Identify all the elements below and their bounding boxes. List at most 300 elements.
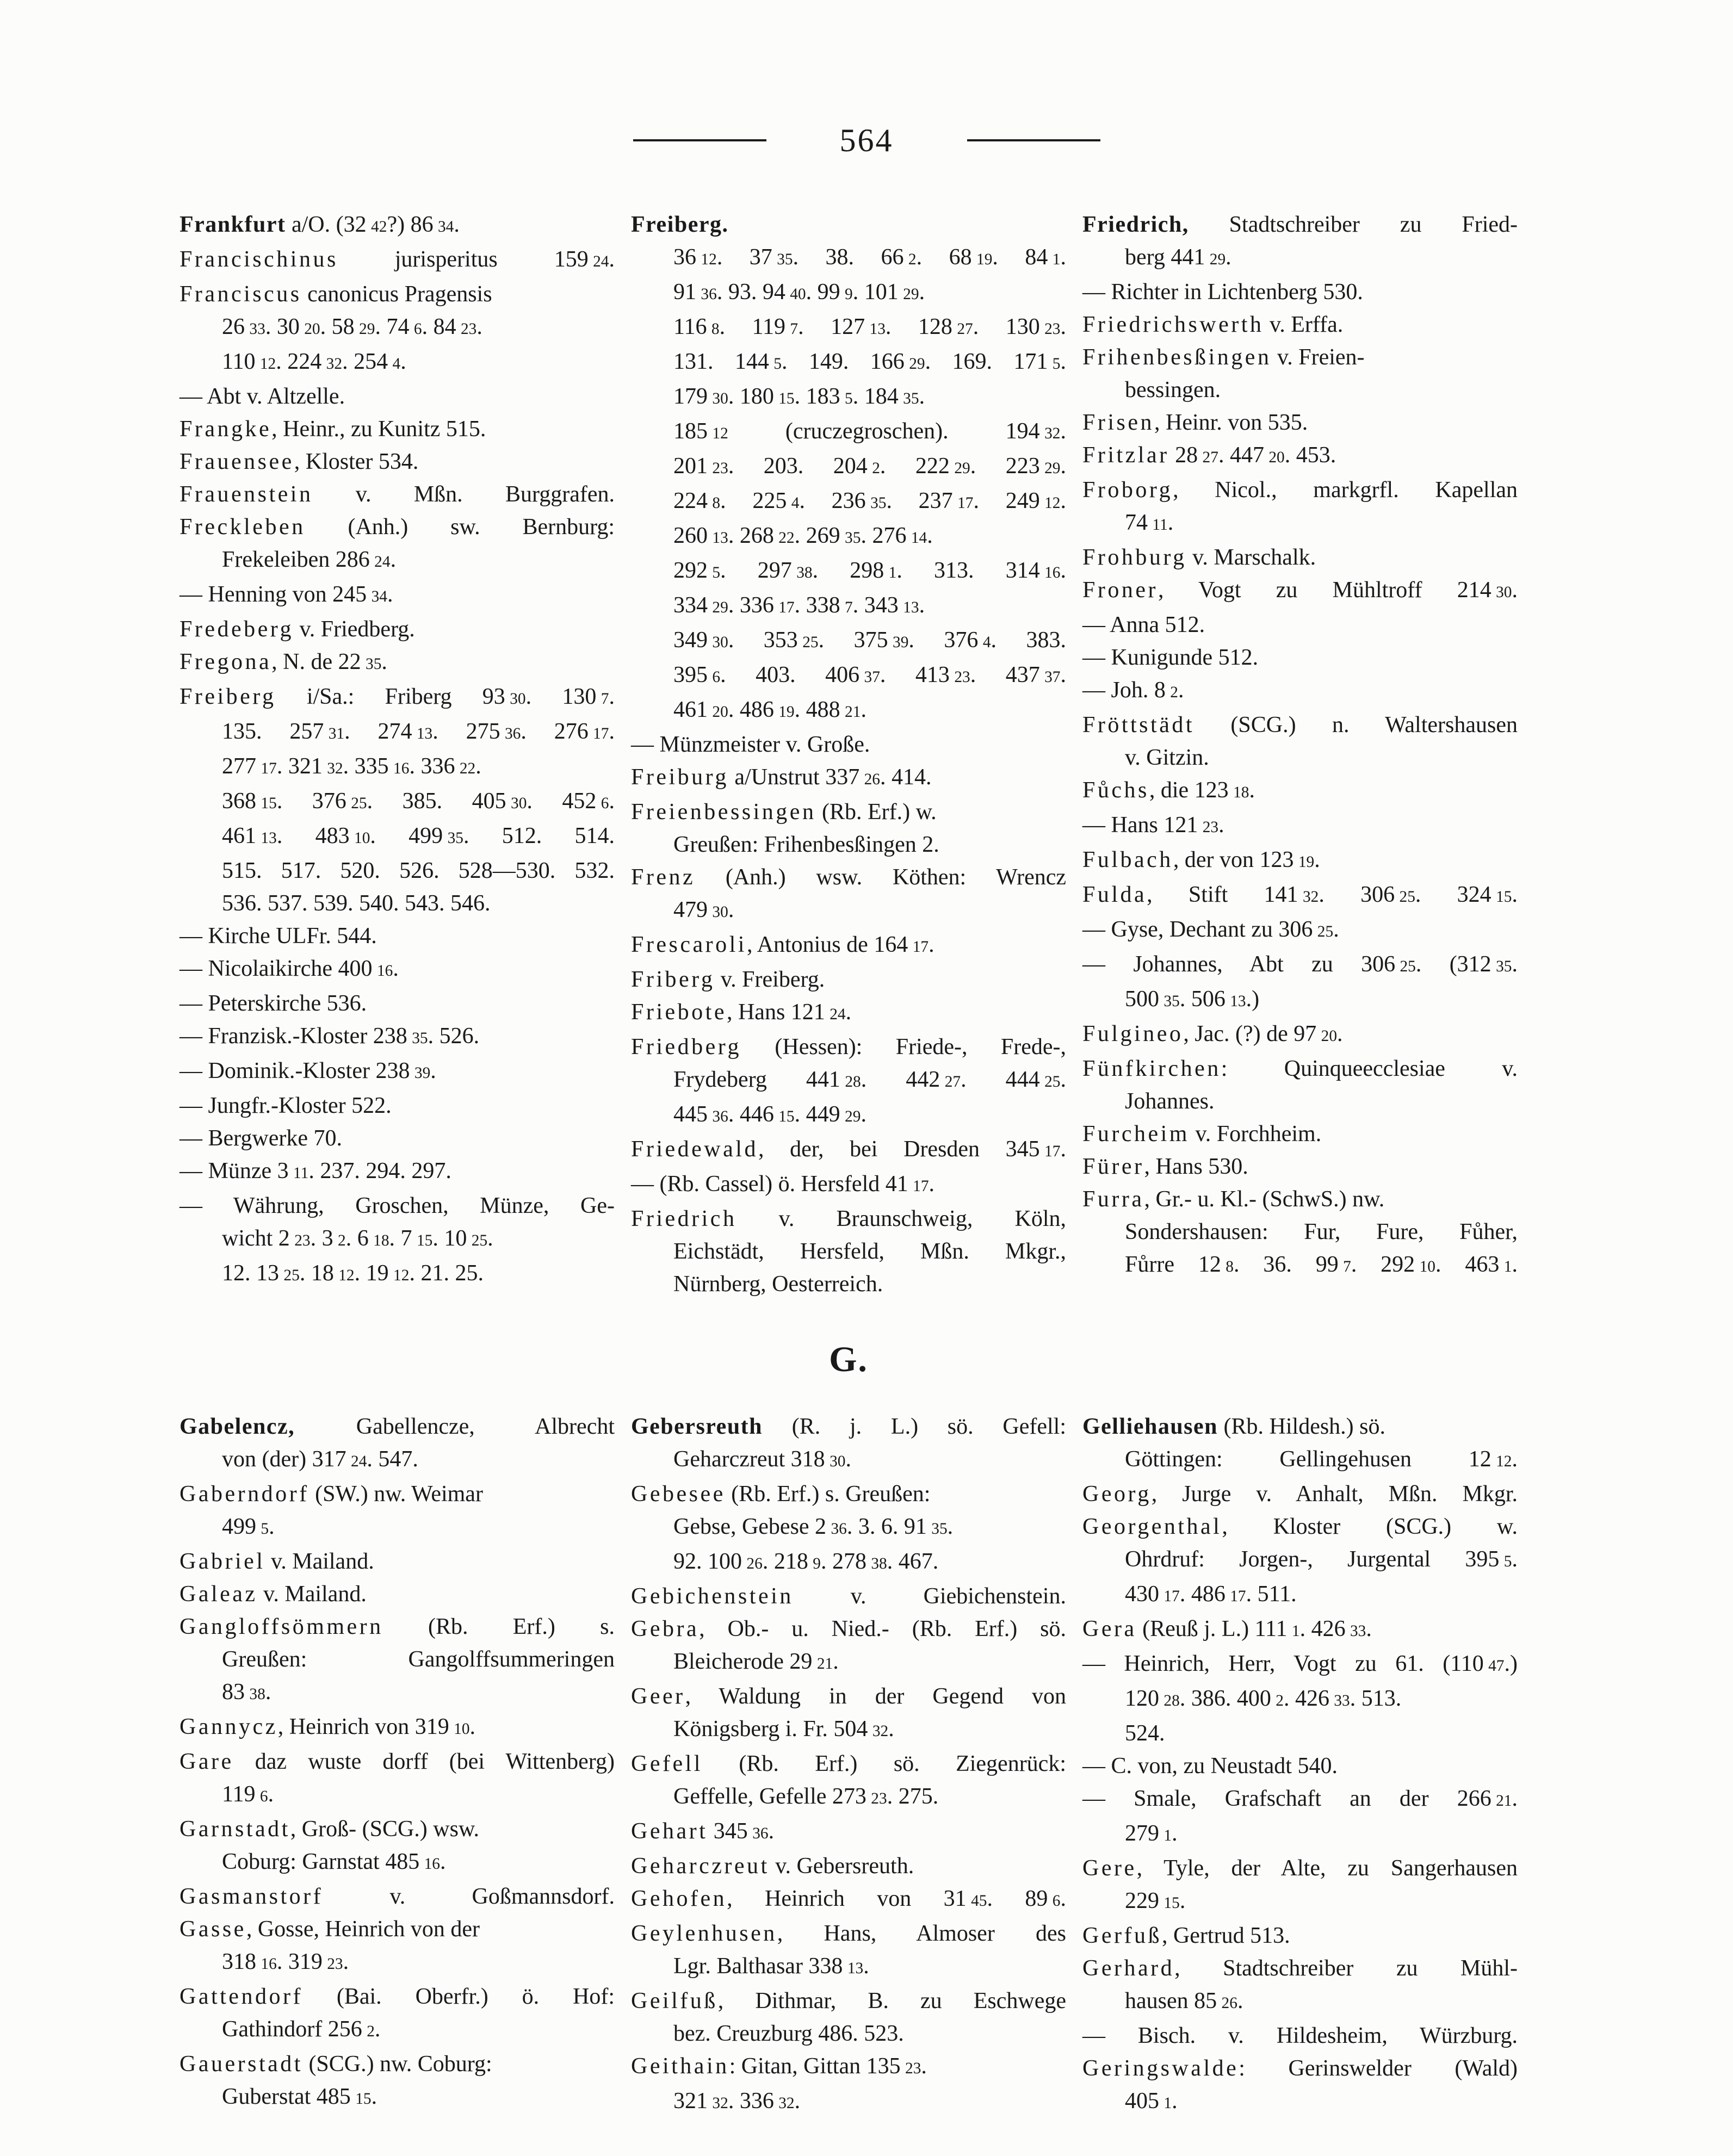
line-number-small: 10 — [1419, 1258, 1435, 1275]
line-number-small: 13 — [903, 599, 919, 616]
line-number-small: 9 — [845, 286, 853, 303]
entry-line: bessingen. — [1125, 377, 1221, 402]
entry-line: Freiberg i/Sa.: Friberg 93 30. 130 7. — [180, 684, 615, 709]
entry-headword: Georg — [1082, 1482, 1152, 1507]
entry-headword: — — [180, 1158, 202, 1184]
entry-line: Gannycz, Heinrich von 319 10. — [180, 1714, 476, 1739]
entry-headword: Friedberg — [631, 1034, 742, 1060]
line-number-small: 37 — [864, 668, 880, 686]
index-entry — [1082, 1613, 1518, 1647]
index-entry — [180, 1055, 615, 1089]
line-number-small: 19 — [778, 703, 795, 721]
index-entry — [1082, 1183, 1518, 1283]
entry-line: 479 30. — [673, 897, 734, 922]
entry-line: Furcheim v. Forchheim. — [1082, 1122, 1322, 1147]
entry-headword: — — [1082, 917, 1105, 942]
entry-line: — Bisch. v. Hildesheim, Würzburg. — [1082, 2023, 1518, 2048]
line-number-small: 17 — [593, 725, 609, 742]
line-number-small: 32 — [1302, 888, 1319, 906]
line-number-small: 17 — [912, 938, 929, 956]
entry-line: Frisen, Heinr. von 535. — [1082, 410, 1308, 435]
entry-line: Freckleben (Anh.) sw. Bernburg: — [180, 515, 615, 540]
index-entry — [631, 1478, 1066, 1580]
line-number-small: 24 — [830, 1006, 846, 1023]
entry-line: — Richter in Lichtenberg 530. — [1082, 280, 1363, 305]
entry-headword: Gare — [180, 1749, 234, 1774]
header-rule-right — [967, 139, 1100, 141]
entry-line: Gattendorf (Bai. Oberfr.) ö. Hof: — [180, 1984, 615, 2009]
section-g — [180, 1340, 1518, 2120]
entry-headword: Gattendorf — [180, 1984, 303, 2009]
entry-headword: Freienbessingen — [631, 800, 816, 825]
index-entry — [180, 920, 615, 952]
entry-line: Geharczreut v. Gebersreuth. — [631, 1854, 914, 1879]
entry-line: 405 1. — [1125, 2089, 1178, 2114]
page-number: 564 — [839, 122, 894, 158]
line-number-small: 8 — [712, 494, 721, 512]
line-number-small: 39 — [414, 1064, 431, 1082]
entry-line: wicht 2 23. 3 2. 6 18. 7 15. 10 25. — [222, 1226, 493, 1251]
entry-line: — Johannes, Abt zu 306 25. (312 35. — [1082, 952, 1518, 977]
line-number-small: 17 — [1230, 1588, 1246, 1605]
entry-headword: Geharczreut — [631, 1854, 770, 1879]
entry-line: Gefell (Rb. Erf.) sö. Ziegenrück: — [631, 1751, 1066, 1776]
line-number-small: 45 — [971, 1892, 987, 1910]
entry-headword: Gabelencz, — [180, 1414, 295, 1439]
entry-headword: Gebra — [631, 1616, 700, 1641]
line-number-small: 26 — [746, 1555, 763, 1572]
index-entry — [1082, 276, 1518, 308]
line-number-small: 29 — [359, 320, 375, 338]
line-number-small: 1 — [1163, 1827, 1172, 1844]
entry-line: Gabriel v. Mailand. — [180, 1549, 374, 1574]
line-number-small: 23 — [1202, 819, 1219, 836]
entry-line: — Gyse, Dechant zu 306 25. — [1082, 917, 1339, 942]
index-entry — [631, 1748, 1066, 1815]
index-entry — [631, 1580, 1066, 1613]
line-number-small: 25 — [1400, 958, 1416, 975]
entry-headword: Furra — [1082, 1187, 1144, 1212]
line-number-small: 28 — [1163, 1692, 1180, 1709]
entry-line: 260 13. 268 22. 269 35. 276 14. — [673, 523, 933, 548]
line-number-small: 35 — [366, 655, 382, 673]
index-entry — [631, 1815, 1066, 1850]
entry-line: hausen 85 26. — [1125, 1988, 1243, 2013]
entry-line: 292 5. 297 38. 298 1. 313. 314 16. — [673, 558, 1066, 583]
entry-line: Gebse, Gebese 2 36. 3. 6. 91 35. — [673, 1514, 954, 1539]
entry-line: — Kunigunde 512. — [1082, 645, 1259, 670]
entry-line: Friberg v. Freiberg. — [631, 967, 825, 992]
entry-line: Friedewald, der, bei Dresden 345 17. — [631, 1137, 1066, 1162]
entry-line: 461 13. 483 10. 499 35. 512. 514. — [222, 823, 615, 848]
entry-line: Fritzlar 28 27. 447 20. 453. — [1082, 443, 1336, 468]
entry-line: Gasmanstorf v. Goßmannsdorf. — [180, 1884, 615, 1909]
line-number-small: 28 — [845, 1073, 861, 1091]
line-number-small: 25 — [351, 795, 367, 812]
line-number-small: 25 — [283, 1267, 300, 1284]
entry-line: Fünfkirchen: Quinqueecclesiae v. — [1082, 1056, 1518, 1081]
line-number-small: 20 — [712, 703, 728, 721]
column-row — [180, 208, 1518, 1300]
entry-headword: — — [1082, 813, 1105, 838]
line-number-small: 13 — [847, 1960, 864, 1977]
entry-line: Geithain: Gitan, Gittan 135 23. — [631, 2054, 927, 2079]
entry-line: 445 36. 446 15. 449 29. — [673, 1102, 866, 1127]
entry-line: 185 12 (cruczegroschen). 194 32. — [673, 419, 1066, 444]
line-number-small: 32 — [1044, 425, 1061, 442]
line-number-small: 35 — [931, 1520, 948, 1538]
line-number-small: 38 — [249, 1686, 265, 1703]
line-number-small: 38 — [796, 564, 813, 581]
entry-headword: Garnstadt — [180, 1817, 290, 1842]
index-entry — [180, 1813, 615, 1880]
entry-headword: Geithain — [631, 2054, 729, 2079]
line-number-small: 36 — [752, 1825, 769, 1842]
line-number-small: 31 — [328, 725, 345, 742]
entry-headword: — — [1082, 612, 1105, 637]
index-entry — [631, 1410, 1066, 1478]
entry-headword: Frangke — [180, 417, 272, 442]
line-number-small: 24 — [374, 553, 391, 571]
index-entry — [180, 413, 615, 445]
entry-headword: Fůchs — [1082, 778, 1149, 803]
line-number-small: 29 — [903, 286, 919, 303]
line-number-small: 30 — [511, 795, 527, 812]
entry-line: Gebichenstein v. Giebichenstein. — [631, 1584, 1066, 1609]
index-entry — [1082, 774, 1518, 809]
entry-headword: Frohburg — [1082, 545, 1187, 570]
line-number-small: 2 — [872, 460, 880, 477]
entry-headword: Gasse — [180, 1917, 246, 1942]
entry-headword: — — [1082, 1651, 1105, 1676]
entry-line: — C. von, zu Neustadt 540. — [1082, 1754, 1338, 1779]
entry-line: Gerfuß, Gertrud 513. — [1082, 1923, 1290, 1948]
entry-headword: — — [1082, 280, 1105, 305]
entry-line: 430 17. 486 17. 511. — [1125, 1582, 1297, 1607]
entry-line: — Münze 3 11. 237. 294. 297. — [180, 1158, 451, 1184]
line-number-small: 15 — [778, 1108, 795, 1125]
entry-headword: Furcheim — [1082, 1122, 1190, 1147]
line-number-small: 36 — [504, 725, 521, 742]
line-number-small: 39 — [893, 634, 909, 651]
entry-headword: Friedrichswerth — [1082, 312, 1264, 337]
entry-headword: Geringswalde — [1082, 2056, 1239, 2081]
section-heading: G. — [829, 1340, 868, 1379]
index-entry — [1082, 913, 1518, 948]
index-entry — [631, 208, 1066, 728]
line-number-small: 2 — [908, 251, 917, 268]
line-number-small: 2 — [338, 1232, 346, 1249]
index-entry — [180, 1122, 615, 1155]
line-number-small: 29 — [954, 460, 970, 477]
entry-line: v. Gitzin. — [1125, 745, 1209, 770]
line-number-small: 7 — [601, 690, 609, 708]
line-number-small: 30 — [1496, 584, 1512, 601]
index-entry — [180, 1880, 615, 1913]
entry-line: Gebra, Ob.- u. Nied.- (Rb. Erf.) sö. — [631, 1616, 1066, 1641]
entry-line: — Münzmeister v. Große. — [631, 732, 870, 757]
index-entry — [180, 1745, 615, 1813]
index-entry — [180, 1155, 615, 1189]
entry-line: Sondershausen: Fur, Fure, Fůher, — [1125, 1219, 1518, 1244]
line-number-small: 26 — [1221, 1994, 1237, 2012]
line-number-small: 33 — [1350, 1622, 1366, 1640]
line-number-small: 32 — [326, 355, 343, 373]
entry-line: 131. 144 5. 149. 166 29. 169. 171 5. — [673, 349, 1066, 374]
line-number-small: 32 — [712, 2095, 728, 2112]
index-entry — [631, 861, 1066, 928]
entry-line: — Hans 121 23. — [1082, 813, 1224, 838]
line-number-small: 23 — [1044, 320, 1061, 338]
index-entry — [1082, 1478, 1518, 1510]
index-entry — [180, 613, 615, 646]
entry-line: Fulgineo, Jac. (?) de 97 20. — [1082, 1021, 1343, 1046]
index-entry — [1082, 474, 1518, 541]
line-number-small: 21 — [1496, 1792, 1512, 1810]
line-number-small: 1 — [1503, 1258, 1512, 1275]
entry-headword: Fulda — [1082, 882, 1147, 907]
entry-headword: Freiburg — [631, 765, 729, 790]
entry-line: Galeaz v. Mailand. — [180, 1582, 367, 1607]
entry-headword: Georgenthal — [1082, 1514, 1222, 1539]
entry-headword: Fredeberg — [180, 617, 294, 642]
index-entry — [180, 952, 615, 987]
line-number-small: 36 — [701, 286, 717, 303]
line-number-small: 12 — [712, 425, 728, 442]
line-number-small: 10 — [354, 829, 370, 847]
entry-line: — Anna 512. — [1082, 612, 1205, 637]
index-column — [1082, 1410, 1518, 2120]
index-entry — [1082, 609, 1518, 641]
entry-headword: — — [1082, 1786, 1105, 1811]
index-entry — [1082, 341, 1518, 406]
line-number-small: 32 — [327, 760, 343, 777]
line-number-small: 2 — [367, 2023, 375, 2040]
entry-headword: — — [1082, 645, 1105, 670]
page-header — [0, 0, 1733, 158]
line-number-small: 25 — [471, 1232, 488, 1249]
index-entry — [180, 578, 615, 613]
index-entry — [1082, 406, 1518, 439]
entry-line: Lgr. Balthasar 338 13. — [673, 1954, 869, 1979]
entry-line: Gauerstadt (SCG.) nw. Coburg: — [180, 2052, 492, 2077]
entry-line: Gere, Tyle, der Alte, zu Sangerhausen — [1082, 1856, 1518, 1881]
line-number-small: 17 — [957, 494, 974, 512]
line-number-small: 35 — [845, 529, 861, 547]
entry-line: Froner, Vogt zu Mühltroff 214 30. — [1082, 578, 1518, 603]
line-number-small: 5 — [1503, 1553, 1512, 1570]
entry-headword: Gehofen — [631, 1886, 727, 1911]
entry-line: Frekeleiben 286 24. — [222, 547, 397, 572]
line-number-small: 17 — [261, 760, 277, 777]
index-entry — [1082, 574, 1518, 609]
line-number-small: 35 — [447, 829, 463, 847]
line-number-small: 29 — [1044, 460, 1061, 477]
entry-line: berg 441 29. — [1125, 245, 1231, 270]
line-number-small: 4 — [982, 634, 991, 651]
index-entry — [1082, 641, 1518, 674]
index-entry — [180, 1610, 615, 1711]
line-number-small: 7 — [790, 320, 799, 338]
line-number-small: 23 — [954, 668, 970, 686]
entry-line: Fůchs, die 123 18. — [1082, 778, 1255, 803]
entry-headword: — — [180, 924, 202, 949]
entry-line: 224 8. 225 4. 236 35. 237 17. 249 12. — [673, 488, 1066, 513]
index-entry — [631, 1917, 1066, 1985]
entry-line: Freiburg a/Unstrut 337 26. 414. — [631, 765, 932, 790]
entry-headword: Frihenbesßingen — [1082, 345, 1272, 370]
entry-line: Greußen: Gangolffsummeringen — [222, 1647, 615, 1672]
index-column — [631, 208, 1066, 1300]
entry-headword: Frisen — [1082, 410, 1154, 435]
line-number-small: 1 — [1052, 251, 1061, 268]
index-entry — [631, 928, 1066, 963]
entry-headword: Fritzlar — [1082, 443, 1169, 468]
index-entry — [631, 728, 1066, 761]
line-number-small: 15 — [355, 2090, 372, 2108]
line-number-small: 12 — [393, 1267, 410, 1284]
entry-line: Frauensee, Kloster 534. — [180, 449, 419, 474]
entry-line: — Henning von 245 34. — [180, 582, 393, 607]
index-entry — [1082, 1647, 1518, 1750]
entry-headword: Froner — [1082, 578, 1158, 603]
index-entry — [1082, 709, 1518, 774]
line-number-small: 23 — [905, 2060, 921, 2077]
entry-line: 92. 100 26. 218 9. 278 38. 467. — [673, 1549, 939, 1574]
entry-headword: — — [180, 991, 202, 1016]
entry-line: — Franzisk.-Kloster 238 35. 526. — [180, 1024, 480, 1049]
entry-headword: Gera — [1082, 1616, 1137, 1641]
line-number-small: 15 — [1163, 1894, 1180, 1912]
line-number-small: 2 — [1276, 1692, 1284, 1709]
line-number-small: 1 — [1291, 1622, 1300, 1640]
index-entry — [631, 1203, 1066, 1300]
entry-line: Freienbessingen (Rb. Erf.) w. — [631, 800, 937, 825]
index-entry — [1082, 1052, 1518, 1118]
index-entry — [631, 761, 1066, 796]
index-entry — [631, 963, 1066, 996]
line-number-small: 17 — [1163, 1588, 1180, 1605]
line-number-small: 30 — [510, 690, 526, 708]
entry-headword: Geylenhusen — [631, 1921, 777, 1946]
entry-line: 515. 517. 520. 526. 528—530. 532. — [222, 858, 615, 883]
line-number-small: 40 — [790, 286, 806, 303]
line-number-small: 30 — [712, 390, 728, 407]
line-number-small: 21 — [845, 703, 861, 721]
line-number-small: 15 — [1496, 888, 1512, 906]
index-entry — [1082, 1118, 1518, 1150]
entry-line: Gangloffsömmern (Rb. Erf.) s. — [180, 1614, 615, 1639]
index-entry — [631, 1031, 1066, 1133]
line-number-small: 33 — [249, 320, 265, 338]
entry-headword: Geer — [631, 1684, 685, 1709]
index-entry — [180, 987, 615, 1020]
entry-line: 461 20. 486 19. 488 21. — [673, 697, 866, 722]
entry-line: 334 29. 336 17. 338 7. 343 13. — [673, 593, 925, 618]
entry-headword: Freiberg. — [631, 212, 729, 237]
line-number-small: 24 — [351, 1453, 367, 1470]
index-entry — [180, 646, 615, 680]
entry-line: Garnstadt, Groß- (SCG.) wsw. — [180, 1817, 480, 1842]
entry-headword: — — [631, 732, 654, 757]
line-number-small: 35 — [412, 1030, 428, 1047]
entry-headword: Galeaz — [180, 1582, 258, 1607]
entry-headword: Gebichenstein — [631, 1584, 794, 1609]
entry-headword: Fregona — [180, 649, 272, 674]
index-entry — [180, 478, 615, 511]
line-number-small: 6 — [712, 668, 721, 686]
entry-line: Guberstat 485 15. — [222, 2084, 377, 2109]
entry-headword: Freckleben — [180, 515, 306, 540]
index-entry — [631, 796, 1066, 861]
entry-line: Friebote, Hans 121 24. — [631, 1000, 852, 1025]
entry-line: 279 1. — [1125, 1821, 1178, 1846]
index-entry — [180, 445, 615, 478]
line-number-small: 20 — [1321, 1027, 1338, 1045]
entry-headword: — — [180, 1193, 202, 1218]
line-number-small: 13 — [1230, 993, 1246, 1010]
entry-line: Gasse, Gosse, Heinrich von der — [180, 1917, 480, 1942]
index-entry — [1082, 2052, 1518, 2120]
entry-line: 277 17. 321 32. 335 16. 336 22. — [222, 754, 481, 779]
entry-line: 119 6. — [222, 1782, 274, 1807]
entry-headword: — — [180, 956, 202, 981]
index-entry — [631, 1985, 1066, 2050]
line-number-small: 12 — [701, 251, 717, 268]
line-number-small: 7 — [845, 599, 853, 616]
entry-line: Geffelle, Gefelle 273 23. 275. — [673, 1784, 939, 1809]
entry-line: 83 38. — [222, 1680, 271, 1705]
line-number-small: 17 — [1044, 1143, 1061, 1160]
line-number-small: 35 — [870, 494, 887, 512]
entry-line: Ohrdruf: Jorgen-, Jurgental 395 5. — [1125, 1547, 1518, 1572]
line-number-small: 36 — [712, 1108, 728, 1125]
index-entry — [631, 1882, 1066, 1917]
entry-headword: Gasmanstorf — [180, 1884, 324, 1909]
index-entry — [1082, 308, 1518, 341]
index-entry — [1082, 809, 1518, 844]
entry-line: Gare daz wuste dorff (bei Wittenberg) — [180, 1749, 615, 1774]
entry-headword: Geilfuß — [631, 1988, 718, 2013]
entry-headword: Friedrich, — [1082, 212, 1189, 237]
entry-line: Gerhard, Stadtschreiber zu Mühl- — [1082, 1956, 1518, 1981]
line-number-small: 12 — [1496, 1453, 1512, 1470]
entry-headword: — — [180, 1126, 202, 1151]
entry-headword: Frauensee — [180, 449, 294, 474]
line-number-small: 17 — [778, 599, 795, 616]
entry-headword: Gaberndorf — [180, 1482, 310, 1507]
entry-headword: Fünfkirchen — [1082, 1056, 1221, 1081]
entry-line: 536. 537. 539. 540. 543. 546. — [222, 891, 491, 916]
entry-line: Gebesee (Rb. Erf.) s. Greußen: — [631, 1482, 931, 1507]
entry-headword: — — [180, 384, 202, 409]
index-entry — [180, 1578, 615, 1610]
entry-line: Königsberg i. Fr. 504 32. — [673, 1717, 894, 1742]
index-entry — [180, 1980, 615, 2048]
entry-line: Francischinus jurisperitus 159 24. — [180, 247, 615, 272]
index-column — [1082, 208, 1518, 1300]
entry-headword: Gangloffsömmern — [180, 1614, 383, 1639]
line-number-small: 4 — [392, 355, 401, 373]
line-number-small: 13 — [416, 725, 433, 742]
entry-line: — Währung, Groschen, Münze, Ge- — [180, 1193, 615, 1218]
line-number-small: 29 — [909, 355, 925, 373]
entry-line: 524. — [1125, 1721, 1165, 1746]
line-number-small: 27 — [1202, 449, 1218, 466]
index-entry — [180, 243, 615, 278]
entry-line: Friedrich, Stadtschreiber zu Fried- — [1082, 212, 1518, 237]
line-number-small: 32 — [872, 1723, 889, 1740]
